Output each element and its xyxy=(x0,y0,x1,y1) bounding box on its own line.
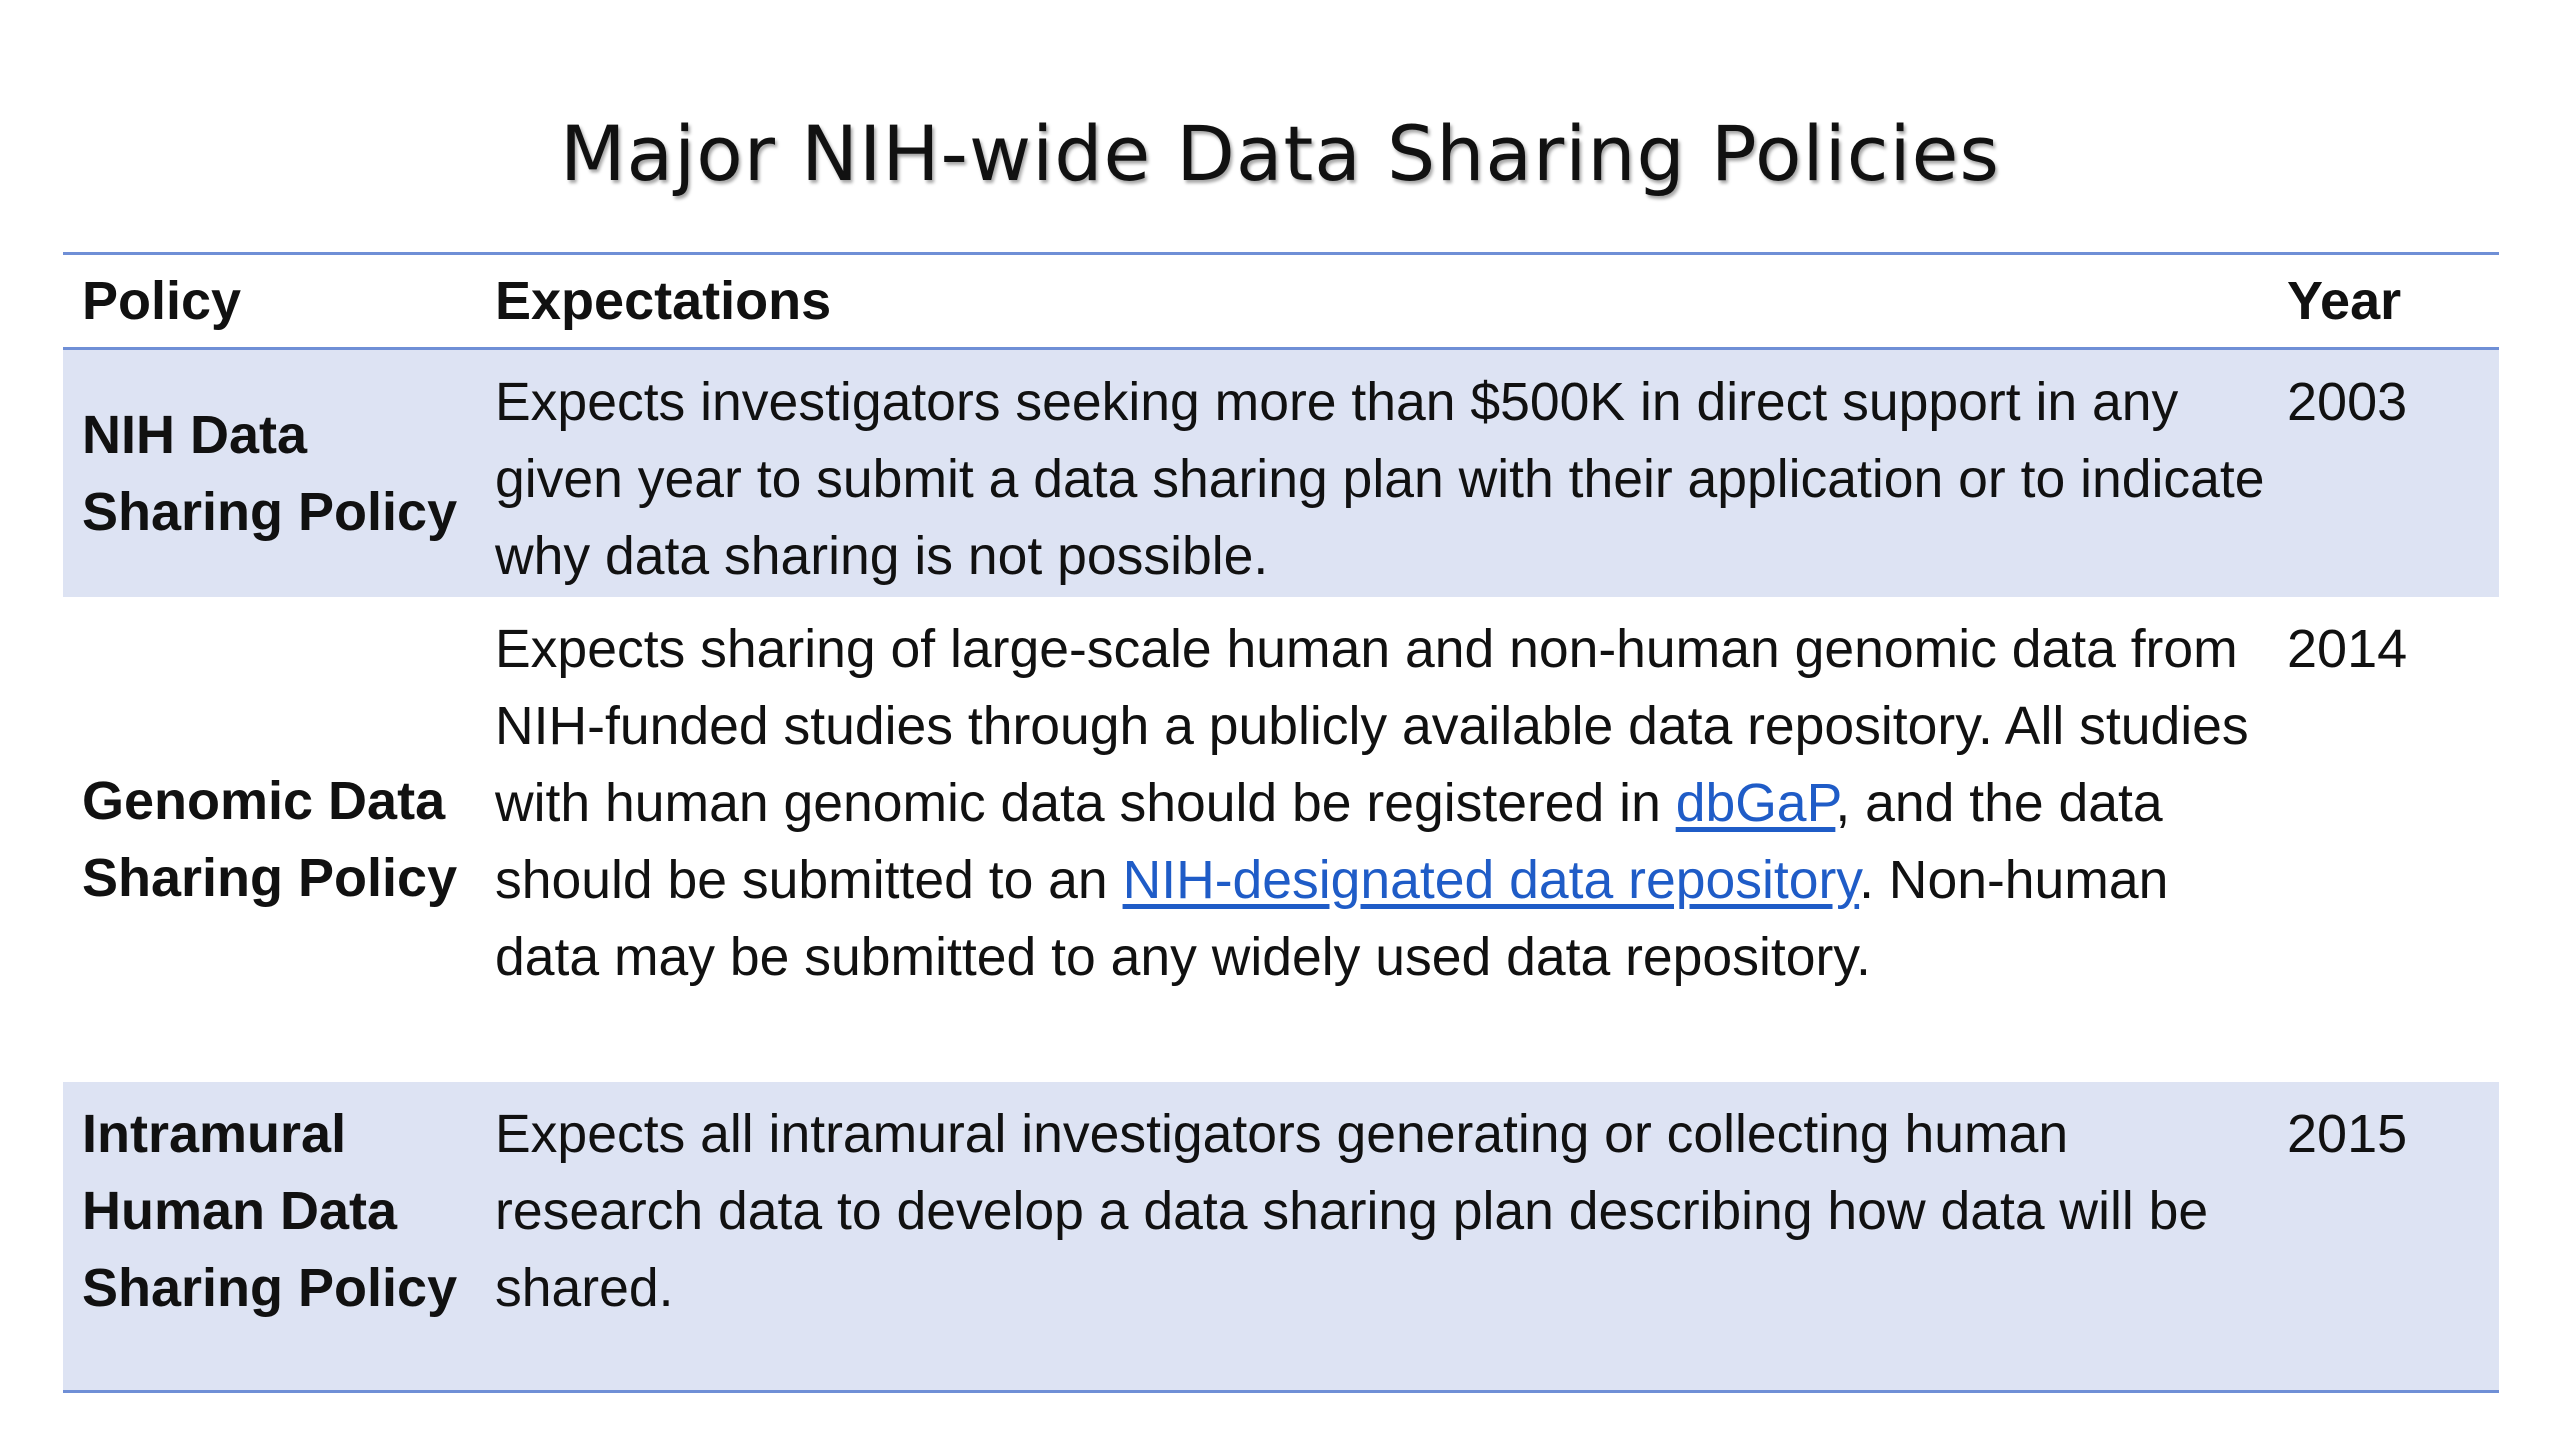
table-header-row xyxy=(63,255,2499,350)
policy-name: Genomic Data Sharing Policy xyxy=(82,770,458,908)
policy-table xyxy=(63,252,2499,1393)
table-row xyxy=(63,597,2499,1082)
table-row xyxy=(63,350,2499,597)
table-row xyxy=(63,1082,2499,1390)
expectations-text: , and the data should be submitted to an xyxy=(495,774,2163,910)
column-header-expectations: Expectations xyxy=(495,270,832,331)
policy-name: Intramural Human Data Sharing Policy xyxy=(82,1104,458,1318)
policy-expectations: Expects all intramural investigators generating or collecting human research data to develop a data sharing plan describing how data will be shared. xyxy=(495,1105,2209,1318)
dbgap-link[interactable]: dbGaP xyxy=(1675,774,1836,833)
column-header-year: Year xyxy=(2287,270,2402,331)
policy-year: 2014 xyxy=(2287,619,2408,679)
policy-year: 2015 xyxy=(2287,1104,2408,1164)
page-title: Major NIH-wide Data Sharing Policies xyxy=(559,109,2001,198)
column-header-policy: Policy xyxy=(82,270,242,331)
expectations-text: . Non-human data may be submitted to any widely used data repository. xyxy=(495,851,2169,987)
policy-year: 2003 xyxy=(2287,372,2408,432)
policy-expectations: Expects investigators seeking more than $500K in direct support in any given year to submit a data sharing plan with their application or to indicate why data sharing is not possible. xyxy=(495,373,2265,586)
nih-designated-repository-link[interactable]: NIH-designated data repository xyxy=(1122,851,1860,910)
policy-name: NIH Data Sharing Policy xyxy=(82,404,458,542)
policy-expectations xyxy=(495,597,2287,1082)
expectations-text: Expects sharing of large-scale human and non-human genomic data from NIH-funded studies through a publicly available data repository. All studies with human genomic data should be registered in xyxy=(495,620,2249,833)
